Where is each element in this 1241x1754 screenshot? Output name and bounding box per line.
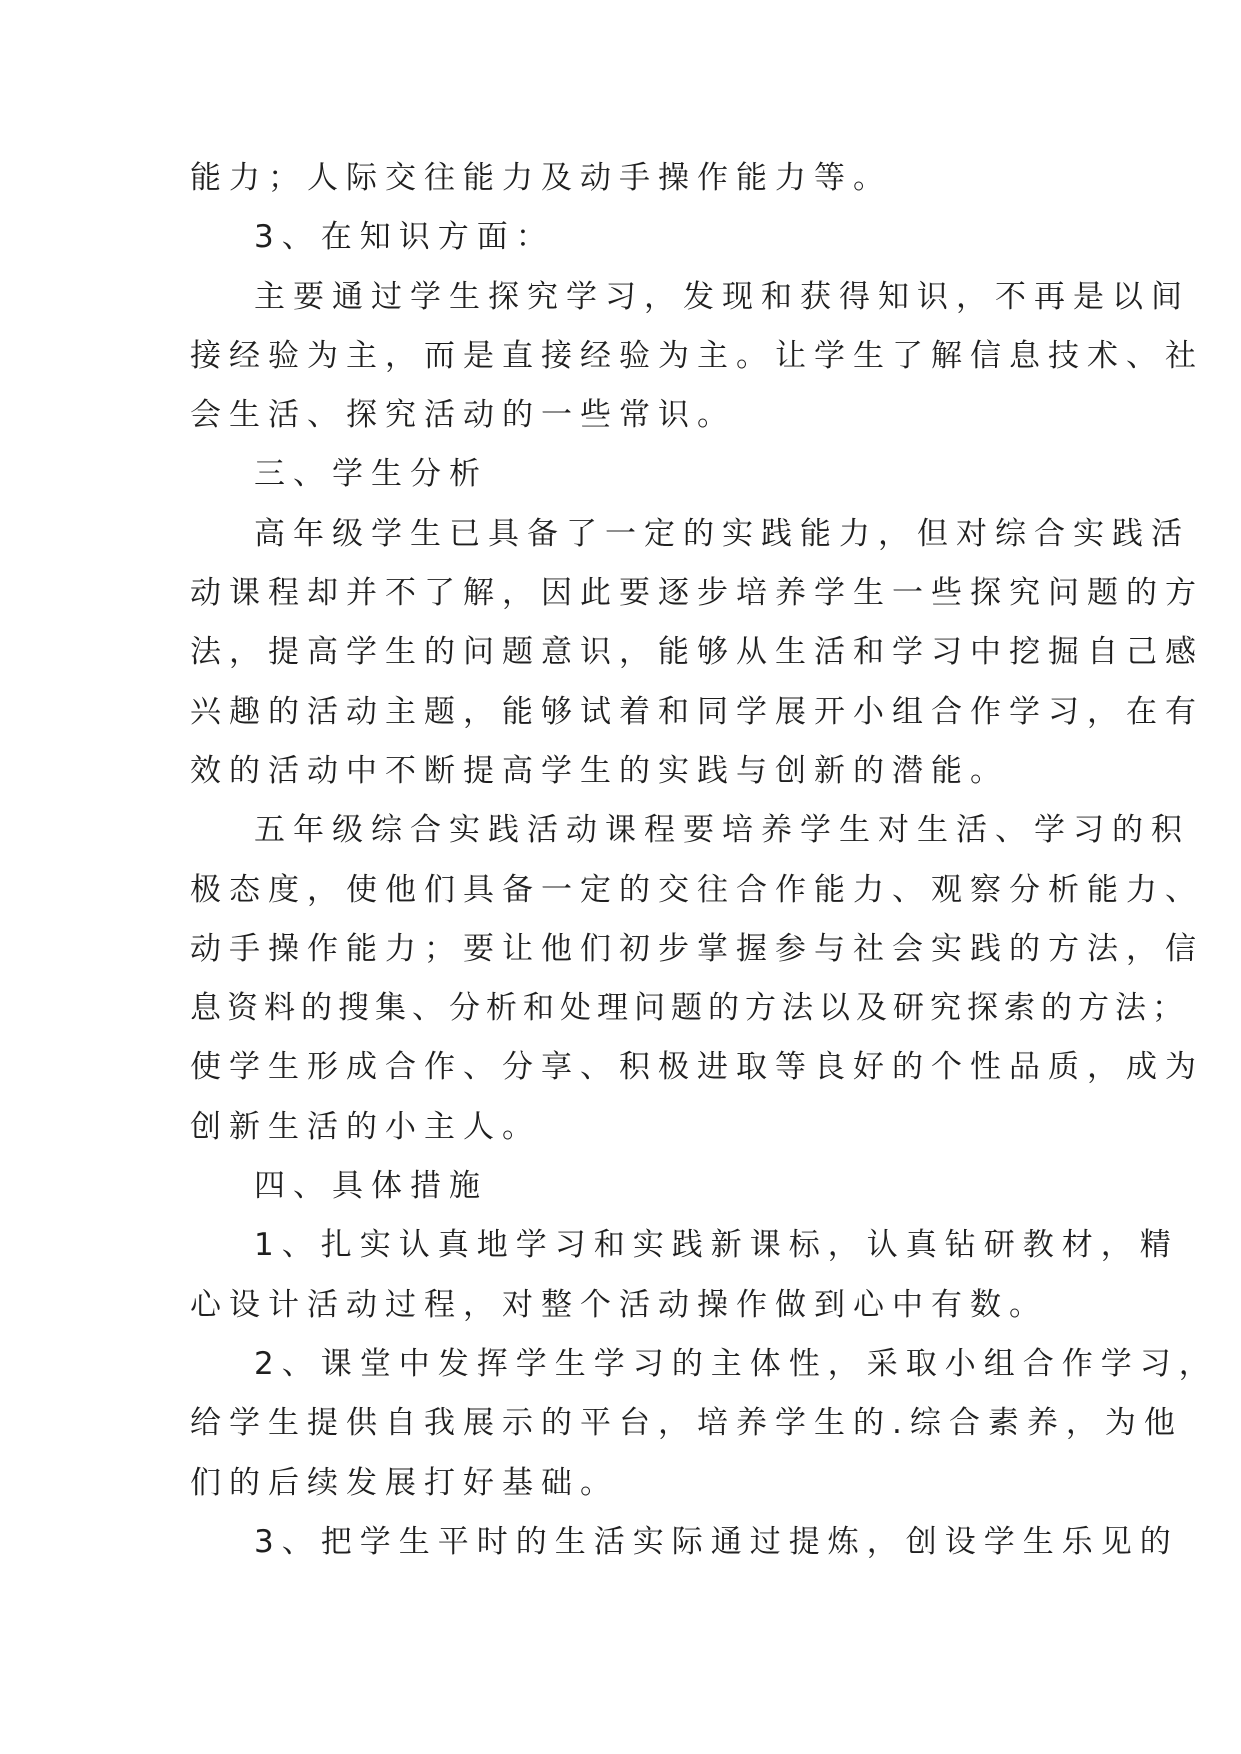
text-line: 极态度，使他们具备一定的交往合作能力、观察分析能力、 — [190, 871, 1204, 908]
text-line: 3、在知识方面： — [254, 219, 555, 256]
text-line: 接经验为主，而是直接经验为主。让学生了解信息技术、社 — [190, 337, 1204, 374]
section-heading: 三、学生分析 — [254, 456, 488, 493]
text-line: 五年级综合实践活动课程要培养学生对生活、学习的积 — [254, 812, 1190, 849]
text-line: 2、课堂中发挥学生学习的主体性，采取小组合作学习， — [254, 1345, 1218, 1382]
text-line: 1、扎实认真地学习和实践新课标，认真钻研教材，精 — [254, 1227, 1179, 1264]
text-line: 创新生活的小主人。 — [190, 1108, 541, 1145]
text-line: 法，提高学生的问题意识，能够从生活和学习中挖掘自己感 — [190, 634, 1204, 671]
text-line: 息资料的搜集、分析和处理问题的方法以及研究探索的方法； — [190, 990, 1189, 1027]
text-line: 3、把学生平时的生活实际通过提炼，创设学生乐见的 — [254, 1523, 1179, 1560]
text-line: 动手操作能力；要让他们初步掌握参与社会实践的方法，信 — [190, 930, 1204, 967]
text-line: 高年级学生已具备了一定的实践能力，但对综合实践活 — [254, 515, 1190, 552]
text-line: 们的后续发展打好基础。 — [190, 1464, 619, 1501]
text-line: 主要通过学生探究学习，发现和获得知识，不再是以间 — [254, 278, 1190, 315]
text-line: 能力；人际交往能力及动手操作能力等。 — [190, 160, 892, 196]
text-line: 心设计活动过程，对整个活动操作做到心中有数。 — [190, 1286, 1048, 1323]
text-line: 会生活、探究活动的一些常识。 — [190, 397, 736, 434]
text-line: 动课程却并不了解，因此要逐步培养学生一些探究问题的方 — [190, 575, 1204, 612]
text-line: 效的活动中不断提高学生的实践与创新的潜能。 — [190, 752, 1009, 789]
text-line: 兴趣的活动主题，能够试着和同学展开小组合作学习，在有 — [190, 693, 1204, 730]
text-line: 使学生形成合作、分享、积极进取等良好的个性品质，成为 — [190, 1049, 1204, 1086]
body-text — [190, 149, 1218, 1572]
section-heading: 四、具体措施 — [254, 1168, 488, 1205]
text-line: 给学生提供自我展示的平台，培养学生的.综合素养，为他 — [190, 1405, 1183, 1442]
